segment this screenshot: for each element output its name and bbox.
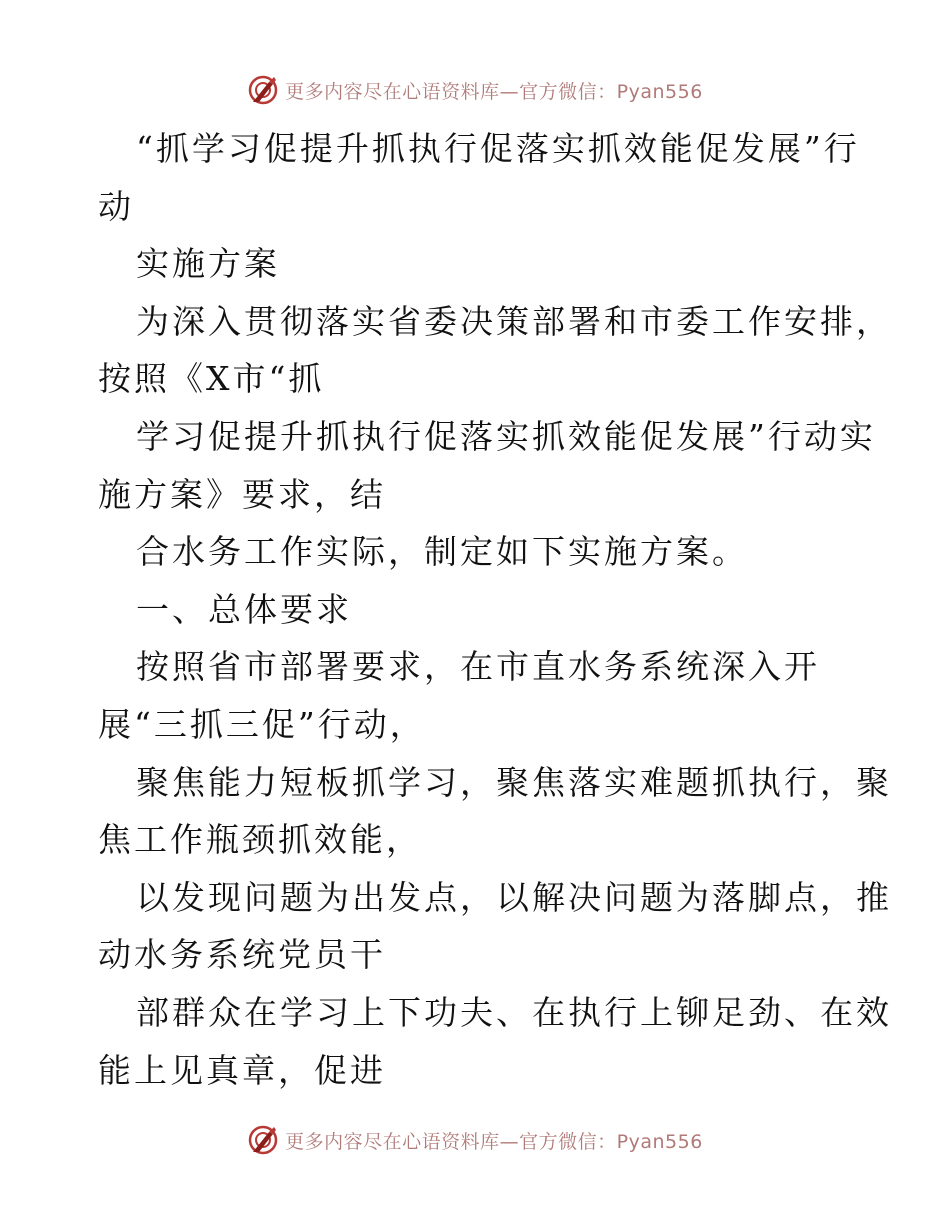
- text-line: 动: [98, 186, 134, 226]
- text-line: 动水务系统党员干: [98, 935, 386, 975]
- text-line: 施方案》要求，结: [98, 474, 386, 514]
- text-line: 合水务工作实际，制定如下实施方案。: [136, 532, 748, 572]
- text-line: 部群众在学习上下功夫、在执行上铆足劲、在效: [136, 992, 892, 1032]
- text-line: 为深入贯彻落实省委决策部署和市委工作安排，: [136, 301, 892, 341]
- text-line: 实施方案: [136, 244, 280, 284]
- text-line: 展“三抓三促”行动，: [98, 704, 426, 744]
- watermark-banner-top: [0, 70, 950, 110]
- text-line: 学习促提升抓执行促落实抓效能促发展”行动实: [136, 416, 876, 456]
- text-line: 焦工作瓶颈抓效能，: [98, 820, 422, 860]
- quill-logo-icon: [247, 74, 279, 106]
- watermark-banner-bottom: [0, 1120, 950, 1160]
- watermark-text-top: 更多内容尽在心语资料库—官方微信：Pyan556: [285, 80, 703, 103]
- text-line: 一、总体要求: [136, 589, 352, 629]
- text-line: 能上见真章，促进: [98, 1050, 386, 1090]
- document-body: [98, 120, 892, 1099]
- text-line: 按照《X市“抓: [98, 359, 325, 399]
- text-line: 按照省市部署要求，在市直水务系统深入开: [136, 647, 820, 687]
- text-line: 聚焦能力短板抓学习，聚焦落实难题抓执行，聚: [136, 762, 892, 802]
- quill-logo-icon: [247, 1124, 279, 1156]
- watermark-text-bottom: 更多内容尽在心语资料库—官方微信：Pyan556: [285, 1130, 703, 1153]
- text-line: 以发现问题为出发点，以解决问题为落脚点，推: [136, 877, 892, 917]
- text-line: “抓学习促提升抓执行促落实抓效能促发展”行: [136, 129, 860, 168]
